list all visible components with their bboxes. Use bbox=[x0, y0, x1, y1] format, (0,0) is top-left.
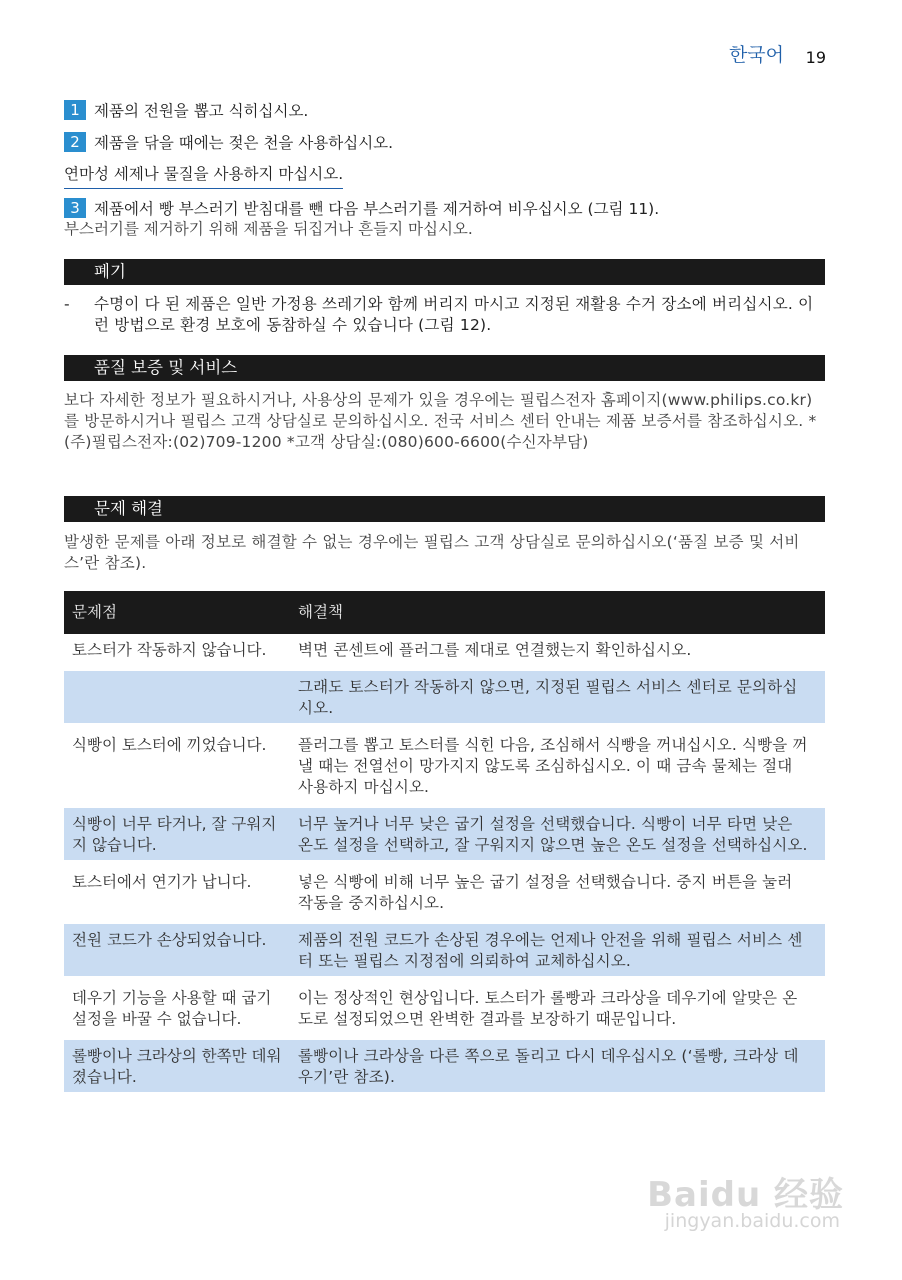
table-header bbox=[64, 591, 825, 634]
cleaning-step-2 bbox=[64, 132, 830, 154]
step-number-badge: 1 bbox=[64, 100, 86, 120]
solution-cell: 너무 높거나 너무 낮은 굽기 설정을 선택했습니다. 식빵이 너무 타면 낮은 온도 설정을 선택하고, 잘 구워지지 않으면 높은 온도 설정을 선택하십시오. bbox=[298, 815, 808, 854]
step-number-badge: 2 bbox=[64, 132, 86, 152]
table-row bbox=[64, 802, 825, 860]
section-heading-disposal: 폐기 bbox=[64, 259, 825, 285]
section-heading-warranty: 품질 보증 및 서비스 bbox=[64, 355, 825, 381]
column-header-solution: 해결책 bbox=[298, 603, 343, 621]
problem-cell: 식빵이 너무 타거나, 잘 구워지지 않습니다. bbox=[72, 815, 277, 854]
disposal-bullet bbox=[64, 294, 824, 336]
page-number: 19 bbox=[805, 48, 826, 67]
problem-cell: 식빵이 토스터에 끼었습니다. bbox=[72, 736, 267, 754]
problem-cell: 데우기 기능을 사용할 때 굽기 설정을 바꿀 수 없습니다. bbox=[72, 989, 272, 1028]
step-text: 제품의 전원을 뽑고 식히십시오. bbox=[94, 102, 309, 120]
solution-cell: 제품의 전원 코드가 손상된 경우에는 언제나 안전을 위해 필립스 서비스 센터 또는 필립스 지정점에 의뢰하여 교체하십시오. bbox=[298, 931, 803, 970]
troubleshooting-table bbox=[64, 591, 825, 1092]
table-row bbox=[64, 860, 825, 918]
watermark-url: jingyan.baidu.com bbox=[664, 1210, 840, 1232]
cleaning-step-3 bbox=[64, 198, 830, 220]
step-number-badge: 3 bbox=[64, 198, 86, 218]
table-row bbox=[64, 918, 825, 976]
problem-cell: 토스터가 작동하지 않습니다. bbox=[72, 641, 267, 659]
warning-line: 연마성 세제나 물질을 사용하지 마십시오. bbox=[64, 164, 343, 189]
column-header-problem: 문제점 bbox=[72, 603, 117, 621]
solution-cell: 그래도 토스터가 작동하지 않으면, 지정된 필립스 서비스 센터로 문의하십시오. bbox=[298, 678, 798, 717]
table-row bbox=[64, 665, 825, 723]
solution-cell: 플러그를 뽑고 토스터를 식힌 다음, 조심해서 식빵을 꺼내십시오. 식빵을 꺼낼 때는 전열선이 망가지지 않도록 조심하십시오. 이 때 금속 물체는 절대 사용하지 마십시오. bbox=[298, 736, 808, 796]
table-row bbox=[64, 723, 825, 802]
solution-cell: 이는 정상적인 현상입니다. 토스터가 롤빵과 크라상을 데우기에 알맞은 온도로 설정되었으면 완벽한 결과를 보장하기 때문입니다. bbox=[298, 989, 798, 1028]
step-text: 제품에서 빵 부스러기 받침대를 뺀 다음 부스러기를 제거하여 비우십시오 (그림 11). bbox=[94, 200, 660, 218]
language-label: 한국어 bbox=[728, 44, 784, 66]
table-row bbox=[64, 1034, 825, 1092]
solution-cell: 롤빵이나 크라상을 다른 쪽으로 돌리고 다시 데우십시오 (‘롤빵, 크라상 데우기’란 참조). bbox=[298, 1047, 799, 1086]
disposal-text: 수명이 다 된 제품은 일반 가정용 쓰레기와 함께 버리지 마시고 지정된 재활용 수거 장소에 버리십시오. 이런 방법으로 환경 보호에 동참하실 수 있습니다 (그림 12). bbox=[94, 295, 814, 334]
bullet-dash: - bbox=[64, 295, 70, 313]
table-row bbox=[64, 634, 825, 665]
table-row bbox=[64, 976, 825, 1034]
step-3-note: 부스러기를 제거하기 위해 제품을 뒤집거나 흔들지 마십시오. bbox=[64, 220, 473, 238]
problem-cell: 롤빵이나 크라상의 한쪽만 데워졌습니다. bbox=[72, 1047, 282, 1086]
problem-cell: 토스터에서 연기가 납니다. bbox=[72, 873, 252, 891]
step-text: 제품을 닦을 때에는 젖은 천을 사용하십시오. bbox=[94, 134, 394, 152]
solution-cell: 벽면 콘센트에 플러그를 제대로 연결했는지 확인하십시오. bbox=[298, 641, 692, 659]
section-heading-troubleshooting: 문제 해결 bbox=[64, 496, 825, 522]
solution-cell: 넣은 식빵에 비해 너무 높은 굽기 설정을 선택했습니다. 중지 버튼을 눌러 작동을 중지하십시오. bbox=[298, 873, 793, 912]
cleaning-step-1 bbox=[64, 100, 830, 122]
problem-cell: 전원 코드가 손상되었습니다. bbox=[72, 931, 267, 949]
problem-cell bbox=[64, 671, 290, 723]
warranty-text: 보다 자세한 정보가 필요하시거나, 사용상의 문제가 있을 경우에는 필립스전자 홈페이지(www.philips.co.kr)를 방문하시거나 필립스 고객 상담실로 문의하십시오. 전국 서비스 센터 안내는 제품 보증서를 참조하십시오. *(주)필립스전자:(02)709-1200 *고객 상담실:(080)600-6600(수신자부담) bbox=[64, 391, 817, 451]
watermark-logo: Baidu 经验 bbox=[647, 1175, 844, 1215]
troubleshooting-intro: 발생한 문제를 아래 정보로 해결할 수 없는 경우에는 필립스 고객 상담실로 문의하십시오(‘품질 보증 및 서비스’란 참조). bbox=[64, 533, 800, 572]
